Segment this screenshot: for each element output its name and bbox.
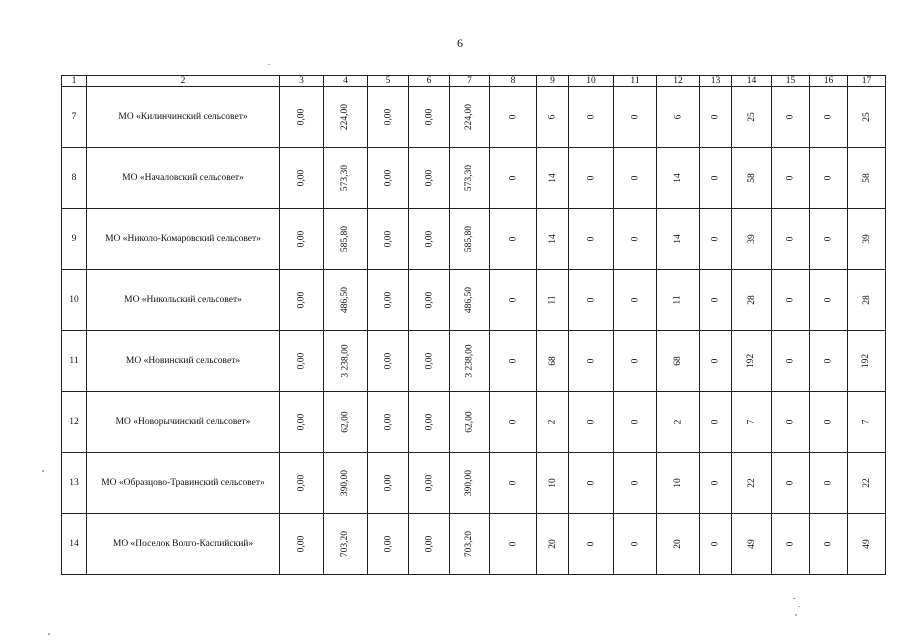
cell-col-7 <box>450 209 490 270</box>
cell-value: 0,00 <box>383 474 393 492</box>
cell-col-15 <box>772 331 810 392</box>
cell-col-16 <box>810 148 848 209</box>
cell-value: 0 <box>823 480 834 486</box>
cell-value: 7 <box>861 419 872 425</box>
cell-value: 0 <box>785 297 796 303</box>
cell-col-6 <box>409 148 450 209</box>
cell-value: 2 <box>547 419 558 425</box>
cell-col-15 <box>772 148 810 209</box>
column-header-16: 16 <box>810 76 848 87</box>
cell-value: 390,00 <box>340 469 351 497</box>
cell-col-7 <box>450 514 490 575</box>
cell-col-4 <box>324 209 368 270</box>
cell-value: 0 <box>823 114 834 120</box>
cell-value: 0 <box>508 175 518 181</box>
cell-value: 0,00 <box>296 413 307 431</box>
cell-col-16 <box>810 514 848 575</box>
cell-col-13 <box>700 331 732 392</box>
cell-value: 0 <box>630 480 640 486</box>
cell-col-6 <box>409 453 450 514</box>
cell-col-17 <box>848 331 886 392</box>
cell-col-16 <box>810 453 848 514</box>
cell-col-15 <box>772 392 810 453</box>
row-number: 14 <box>62 514 87 575</box>
cell-value: 0,00 <box>424 169 434 187</box>
cell-col-9 <box>537 514 569 575</box>
cell-value: 14 <box>547 173 558 183</box>
cell-col-16 <box>810 87 848 148</box>
cell-col-8 <box>490 270 537 331</box>
cell-col-14 <box>732 209 772 270</box>
row-number: 11 <box>62 331 87 392</box>
cell-col-3 <box>280 270 324 331</box>
cell-value: 3 238,00 <box>340 344 351 378</box>
column-header-14: 14 <box>732 76 772 87</box>
cell-value: 0,00 <box>424 230 434 248</box>
cell-value: 0 <box>630 419 640 425</box>
cell-col-13 <box>700 514 732 575</box>
cell-value: 62,00 <box>464 411 475 433</box>
cell-col-5 <box>368 514 409 575</box>
cell-value: 0 <box>586 114 596 120</box>
cell-col-9 <box>537 392 569 453</box>
cell-value: 20 <box>673 539 683 549</box>
column-header-12: 12 <box>657 76 700 87</box>
row-number: 10 <box>62 270 87 331</box>
cell-value: 7 <box>746 419 757 425</box>
cell-col-12 <box>657 331 700 392</box>
cell-col-11 <box>614 392 657 453</box>
cell-col-4 <box>324 331 368 392</box>
column-header-11: 11 <box>614 76 657 87</box>
column-header-17: 17 <box>848 76 886 87</box>
cell-value: 0,00 <box>296 352 307 370</box>
cell-col-6 <box>409 87 450 148</box>
cell-col-11 <box>614 270 657 331</box>
cell-value: 0 <box>586 541 596 547</box>
cell-value: 0,00 <box>424 474 434 492</box>
cell-value: 14 <box>673 173 683 183</box>
cell-value: 0 <box>785 419 796 425</box>
cell-value: 0,00 <box>296 230 307 248</box>
cell-col-10 <box>569 148 614 209</box>
cell-col-12 <box>657 148 700 209</box>
cell-col-4 <box>324 87 368 148</box>
cell-value: 0,00 <box>383 535 393 553</box>
cell-col-17 <box>848 270 886 331</box>
cell-col-11 <box>614 331 657 392</box>
cell-col-3 <box>280 514 324 575</box>
scan-speck <box>48 633 50 635</box>
cell-value: 0 <box>710 297 721 303</box>
cell-col-5 <box>368 270 409 331</box>
table-row <box>62 392 886 453</box>
cell-col-17 <box>848 87 886 148</box>
table-row <box>62 453 886 514</box>
cell-col-14 <box>732 87 772 148</box>
header-row <box>62 76 886 87</box>
cell-value: 10 <box>547 478 558 488</box>
cell-value: 0,00 <box>383 169 393 187</box>
row-number: 12 <box>62 392 87 453</box>
cell-col-7 <box>450 148 490 209</box>
cell-value: 0 <box>508 297 518 303</box>
scan-speck <box>42 470 44 472</box>
cell-value: 703,20 <box>464 530 475 558</box>
cell-col-9 <box>537 270 569 331</box>
cell-col-10 <box>569 209 614 270</box>
cell-value: 0 <box>508 358 518 364</box>
cell-col-12 <box>657 270 700 331</box>
cell-value: 0 <box>785 114 796 120</box>
table-row <box>62 331 886 392</box>
cell-col-6 <box>409 392 450 453</box>
cell-value: 0 <box>710 236 721 242</box>
cell-value: 25 <box>746 112 757 122</box>
cell-col-16 <box>810 270 848 331</box>
cell-value: 3 238,00 <box>464 344 475 378</box>
cell-col-8 <box>490 148 537 209</box>
cell-col-16 <box>810 392 848 453</box>
scan-speck <box>268 64 270 65</box>
cell-value: 0,00 <box>296 291 307 309</box>
municipality-name: МО «Началовский сельсовет» <box>87 148 280 209</box>
cell-value: 2 <box>673 419 683 425</box>
cell-col-3 <box>280 87 324 148</box>
column-header-3: 3 <box>280 76 324 87</box>
column-header-6: 6 <box>409 76 450 87</box>
cell-col-14 <box>732 392 772 453</box>
cell-value: 0 <box>785 175 796 181</box>
cell-col-15 <box>772 514 810 575</box>
cell-value: 49 <box>861 539 872 549</box>
cell-col-7 <box>450 392 490 453</box>
cell-value: 0 <box>586 175 596 181</box>
cell-value: 20 <box>547 539 558 549</box>
cell-col-9 <box>537 331 569 392</box>
data-table <box>61 75 886 575</box>
cell-value: 0 <box>710 480 721 486</box>
cell-value: 0 <box>785 541 796 547</box>
column-header-4: 4 <box>324 76 368 87</box>
cell-col-6 <box>409 270 450 331</box>
cell-value: 0 <box>630 358 640 364</box>
cell-col-15 <box>772 453 810 514</box>
table-row <box>62 87 886 148</box>
cell-value: 49 <box>746 539 757 549</box>
cell-col-17 <box>848 392 886 453</box>
cell-value: 0 <box>630 297 640 303</box>
cell-value: 703,20 <box>340 530 351 558</box>
column-header-15: 15 <box>772 76 810 87</box>
row-number: 13 <box>62 453 87 514</box>
cell-col-16 <box>810 331 848 392</box>
municipality-name: МО «Николо-Комаровский сельсовет» <box>87 209 280 270</box>
cell-value: 22 <box>861 478 872 488</box>
cell-value: 0 <box>785 480 796 486</box>
column-header-8: 8 <box>490 76 537 87</box>
cell-value: 0 <box>586 480 596 486</box>
cell-value: 39 <box>861 234 872 244</box>
cell-col-11 <box>614 209 657 270</box>
cell-col-11 <box>614 148 657 209</box>
cell-value: 11 <box>547 295 558 305</box>
cell-col-5 <box>368 392 409 453</box>
cell-col-11 <box>614 453 657 514</box>
cell-col-7 <box>450 87 490 148</box>
column-header-2: 2 <box>87 76 280 87</box>
cell-value: 68 <box>547 356 558 366</box>
cell-col-6 <box>409 331 450 392</box>
cell-col-6 <box>409 209 450 270</box>
cell-col-4 <box>324 453 368 514</box>
cell-col-12 <box>657 392 700 453</box>
cell-value: 0 <box>508 419 518 425</box>
cell-col-15 <box>772 209 810 270</box>
cell-value: 0 <box>586 419 596 425</box>
cell-col-11 <box>614 87 657 148</box>
cell-value: 0,00 <box>383 352 393 370</box>
cell-value: 6 <box>547 114 558 120</box>
cell-value: 573,30 <box>340 164 351 192</box>
page-number: 6 <box>457 36 463 50</box>
scan-speck <box>793 598 796 599</box>
cell-value: 0,00 <box>424 413 434 431</box>
cell-col-6 <box>409 514 450 575</box>
cell-value: 0 <box>710 114 721 120</box>
row-number: 7 <box>62 87 87 148</box>
cell-col-8 <box>490 453 537 514</box>
column-header-10: 10 <box>569 76 614 87</box>
municipality-name: МО «Килинчинский сельсовет» <box>87 87 280 148</box>
cell-value: 0,00 <box>424 535 434 553</box>
cell-col-10 <box>569 392 614 453</box>
cell-col-7 <box>450 453 490 514</box>
cell-col-12 <box>657 87 700 148</box>
cell-col-13 <box>700 209 732 270</box>
cell-col-4 <box>324 270 368 331</box>
cell-col-14 <box>732 514 772 575</box>
municipality-name: МО «Поселок Волго-Каспийский» <box>87 514 280 575</box>
cell-value: 11 <box>673 295 683 305</box>
column-header-1: 1 <box>62 76 87 87</box>
cell-col-13 <box>700 87 732 148</box>
cell-value: 224,00 <box>340 103 351 131</box>
cell-value: 0 <box>586 297 596 303</box>
cell-col-3 <box>280 453 324 514</box>
cell-col-14 <box>732 270 772 331</box>
cell-col-8 <box>490 392 537 453</box>
cell-col-17 <box>848 514 886 575</box>
cell-col-13 <box>700 392 732 453</box>
cell-col-14 <box>732 453 772 514</box>
table-row <box>62 514 886 575</box>
municipality-name: МО «Новорычинский сельсовет» <box>87 392 280 453</box>
cell-value: 58 <box>746 173 757 183</box>
cell-value: 58 <box>861 173 872 183</box>
cell-value: 224,00 <box>464 103 475 131</box>
municipality-name: МО «Никольский сельсовет» <box>87 270 280 331</box>
cell-col-16 <box>810 209 848 270</box>
column-header-7: 7 <box>450 76 490 87</box>
cell-value: 0,00 <box>424 352 434 370</box>
cell-col-10 <box>569 331 614 392</box>
cell-value: 28 <box>861 295 872 305</box>
cell-col-9 <box>537 87 569 148</box>
cell-col-9 <box>537 453 569 514</box>
cell-value: 14 <box>673 234 683 244</box>
cell-value: 14 <box>547 234 558 244</box>
cell-value: 0 <box>508 114 518 120</box>
cell-col-17 <box>848 148 886 209</box>
table-row <box>62 270 886 331</box>
cell-col-4 <box>324 514 368 575</box>
cell-value: 0 <box>710 358 721 364</box>
cell-value: 28 <box>746 295 757 305</box>
table-row <box>62 148 886 209</box>
cell-col-10 <box>569 270 614 331</box>
scan-speck <box>795 614 797 616</box>
cell-value: 62,00 <box>340 411 351 433</box>
cell-col-13 <box>700 453 732 514</box>
cell-col-12 <box>657 514 700 575</box>
cell-col-8 <box>490 209 537 270</box>
cell-value: 0 <box>710 419 721 425</box>
cell-col-5 <box>368 148 409 209</box>
cell-col-7 <box>450 270 490 331</box>
cell-value: 0,00 <box>296 474 307 492</box>
cell-value: 0 <box>785 236 796 242</box>
cell-value: 0,00 <box>383 413 393 431</box>
cell-col-5 <box>368 453 409 514</box>
cell-value: 0,00 <box>383 291 393 309</box>
cell-col-12 <box>657 453 700 514</box>
cell-value: 0 <box>508 541 518 547</box>
cell-value: 585,80 <box>464 225 475 253</box>
cell-value: 0 <box>823 358 834 364</box>
cell-value: 0,00 <box>296 535 307 553</box>
cell-col-10 <box>569 87 614 148</box>
scan-speck <box>798 606 800 607</box>
cell-value: 192 <box>861 353 872 369</box>
cell-col-14 <box>732 331 772 392</box>
cell-value: 39 <box>746 234 757 244</box>
cell-value: 0 <box>710 175 721 181</box>
cell-value: 0 <box>823 175 834 181</box>
cell-col-12 <box>657 209 700 270</box>
cell-col-10 <box>569 514 614 575</box>
cell-col-10 <box>569 453 614 514</box>
cell-col-17 <box>848 453 886 514</box>
cell-col-8 <box>490 514 537 575</box>
cell-col-4 <box>324 148 368 209</box>
cell-value: 6 <box>673 114 683 120</box>
municipality-name: МО «Образцово-Травинский сельсовет» <box>87 453 280 514</box>
cell-value: 192 <box>746 353 757 369</box>
cell-col-14 <box>732 148 772 209</box>
cell-col-15 <box>772 270 810 331</box>
cell-value: 0,00 <box>424 108 434 126</box>
cell-value: 0,00 <box>296 169 307 187</box>
cell-col-3 <box>280 209 324 270</box>
cell-col-5 <box>368 87 409 148</box>
row-number: 8 <box>62 148 87 209</box>
cell-value: 0 <box>823 419 834 425</box>
cell-value: 0 <box>508 480 518 486</box>
cell-col-3 <box>280 148 324 209</box>
cell-value: 0 <box>630 541 640 547</box>
table-row <box>62 209 886 270</box>
column-header-13: 13 <box>700 76 732 87</box>
cell-col-8 <box>490 331 537 392</box>
cell-value: 0 <box>823 297 834 303</box>
column-header-9: 9 <box>537 76 569 87</box>
cell-value: 10 <box>673 478 683 488</box>
cell-col-13 <box>700 270 732 331</box>
cell-value: 0 <box>508 236 518 242</box>
cell-col-3 <box>280 392 324 453</box>
cell-col-13 <box>700 148 732 209</box>
cell-value: 0 <box>823 541 834 547</box>
cell-value: 0,00 <box>424 291 434 309</box>
cell-value: 486,50 <box>340 286 351 314</box>
cell-col-3 <box>280 331 324 392</box>
cell-col-8 <box>490 87 537 148</box>
cell-value: 0 <box>630 175 640 181</box>
cell-value: 68 <box>673 356 683 366</box>
column-header-5: 5 <box>368 76 409 87</box>
cell-col-5 <box>368 331 409 392</box>
cell-value: 0,00 <box>383 230 393 248</box>
cell-value: 0 <box>710 541 721 547</box>
cell-col-15 <box>772 87 810 148</box>
cell-col-4 <box>324 392 368 453</box>
cell-value: 25 <box>861 112 872 122</box>
cell-col-11 <box>614 514 657 575</box>
cell-col-5 <box>368 209 409 270</box>
cell-col-9 <box>537 148 569 209</box>
cell-value: 0 <box>586 236 596 242</box>
cell-value: 390,00 <box>464 469 475 497</box>
cell-value: 0 <box>586 358 596 364</box>
cell-value: 486,50 <box>464 286 475 314</box>
cell-value: 22 <box>746 478 757 488</box>
cell-value: 585,80 <box>340 225 351 253</box>
cell-col-7 <box>450 331 490 392</box>
cell-value: 0 <box>630 236 640 242</box>
cell-value: 0,00 <box>383 108 393 126</box>
cell-value: 0 <box>785 358 796 364</box>
cell-value: 0,00 <box>296 108 307 126</box>
row-number: 9 <box>62 209 87 270</box>
cell-value: 0 <box>630 114 640 120</box>
cell-col-9 <box>537 209 569 270</box>
cell-value: 573,30 <box>464 164 475 192</box>
cell-value: 0 <box>823 236 834 242</box>
cell-col-17 <box>848 209 886 270</box>
municipality-name: МО «Новинский сельсовет» <box>87 331 280 392</box>
